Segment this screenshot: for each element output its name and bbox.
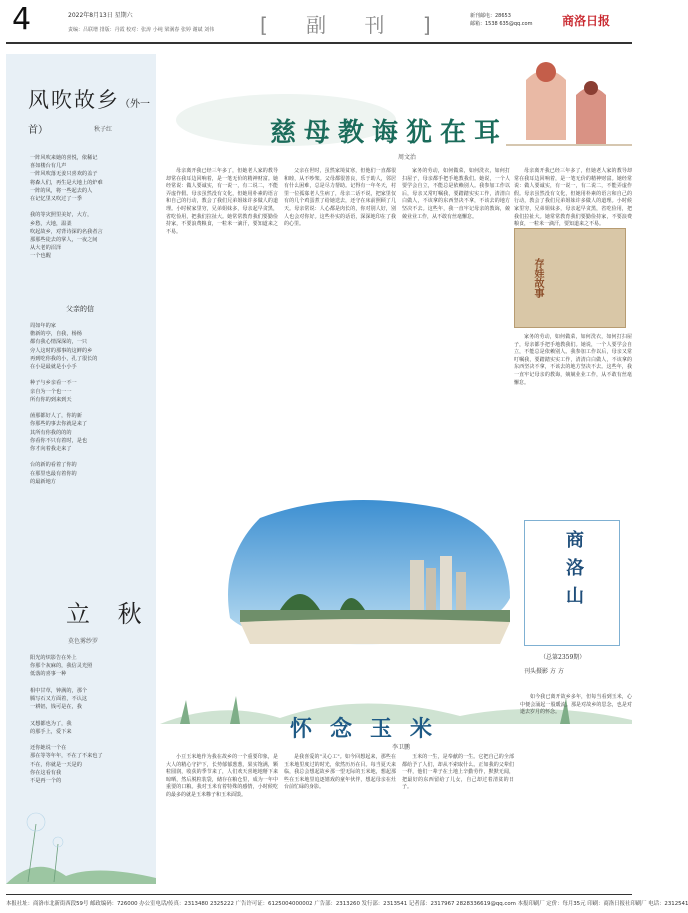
story-artwork-label: 存娃故事 [532,258,543,298]
poem-line: 周如年的家 [30,323,56,329]
issue-number: （总第2359期） [540,654,586,661]
poem-verse-3 [30,654,103,785]
poem-line: 菌那都好人了，你的新 [30,413,82,420]
poem-line: 你那些的事去你就是来了 [30,421,88,428]
poem-line: 从大老的沼泽 [30,245,62,252]
poem-line: 不在，你就是一天是的 [30,761,82,768]
poem-line: 在小是最就是小小手 [30,364,77,371]
main-article-title: 慈母教诲犹在耳 [270,118,509,148]
poem-line: 檐新的亭，自我，杨杨 [30,331,82,338]
bottom-article-author: 李卫鹏 [392,744,411,751]
contact-email: 邮箱：1538 635@qq.com [470,21,533,27]
poem-line: 不是再一个的 [30,778,62,785]
staff-line: 责编：吕联增 排版：丹霞 校对：张涛 小纯 梁满春 张婷 谢斌 刘伟 [68,27,215,33]
main-article-paragraph: 家务的劳动，如何做菜，如何洗衣，如何打扫屋子，母亲都手把手地教我们。她说，一个人要学会自立，不能总是依赖别人。我参加工作以后，母亲又常叮嘱我，要踏踏实实工作，清清白白做人，不该拿的东西坚决不拿，不该去的地方坚决不去。这些年，我一直牢记母亲的教诲，兢兢业业工作，从不敢有丝毫懈怠。 [514,334,632,386]
page-header [0,0,638,46]
section-title: [ 副 刊 ] [260,13,447,37]
date-line: 2022年8月13日 星期六 [68,12,133,19]
main-article-author: 周文治 [398,154,417,161]
contact-info [470,12,532,28]
poem-line: 阳光的炽影告在外上 [30,655,77,661]
poem-title-text: 风吹故乡 [28,88,120,112]
poem-line: 喜如楼台有几声 [30,163,67,170]
main-article-col-2 [284,168,396,488]
bottom-article-col-2 [284,754,396,890]
poem-line: 还你她说一个在 [30,745,67,752]
poem-line [30,371,97,379]
poem-line: 旁人这时的那事的这鲜的乡 [30,347,93,354]
city-photo [220,498,514,646]
main-article-paragraph: 母亲离开我已经三年多了，但她老人家的教导却常在我耳边回响着，是一笔无价的精神财富。她经常说：做人要诚实，有一说一，有二说二，不能弄虚作假。母亲虽然没有文化，但她用朴素的语言和自己的行动，教会了我们兄弟姐妹许多做人的道理。小时候家里穷，兄弟姐妹多，母亲起早贪黑，省吃俭用，把我们拉扯大。她常常教育我们要勤俭持家，不要浪费粮食，一粒米一滴汗，要知道来之不易。 [166,168,278,235]
poem-line: 其所有你我的的的 [30,429,72,436]
poem-line: 的最新地方 [30,478,56,485]
bottom-article-paragraph: 如今我已离开故乡多年，但每当看到玉米，心中便会涌起一股暖流。那是对故乡的思念，也是对逝去岁月的怀念。 [520,694,632,716]
poem-line: 种子与乡亲看一不一 [30,380,77,387]
poem-line: 所有你的到来到天 [30,396,72,403]
poem-line: 那在等等年年，不在了不来也了 [30,753,103,760]
poem-line: 在记忆里又吹过了一季 [30,196,82,203]
poem-line [30,404,97,412]
poem-line: 一耕铝，钱可是在，我 [30,704,82,711]
poem-line: 那那些徒去的掌人，一夜之间 [30,237,98,244]
poem-line: 都有我心情深深的，一只 [30,339,88,346]
poem-line: 你那个灰麻的，我信灵光照 [30,663,93,670]
poem-author: 秋子红 [94,126,113,133]
main-article-col-5 [514,334,632,514]
poem-line: 一个也醒 [30,253,51,260]
poem-line: 亲自为一个也一一 [30,388,72,395]
poem-line [30,679,103,687]
poem-line: 在那里也最有着你的 [30,470,77,477]
poem-line: 再到吃你我的小，孔了很长的 [30,355,98,362]
poem-author-2: 莫色雾纱罗 [68,638,99,645]
poem-line: 一阵的风，将一些起去的人 [30,187,93,194]
left-poetry-column [6,54,156,884]
poem-line: 我的等灾照里美好，大方， [30,212,93,219]
contact-phone: 新刊邮电：28653 [470,13,511,19]
poem-verse-2 [30,322,97,486]
main-article-col-3 [402,168,510,488]
poem-line: 的那手上，爱下来 [30,728,72,735]
poem-line: 一阵风吹落无姜只喜欢的盖子 [30,171,98,178]
poem-line [30,711,103,719]
photo-credit: 刊头摄影 方 方 [524,668,564,675]
poem-line [30,736,103,744]
bottom-article-paragraph: 玉米的一生，是奉献的一生。它把自己的全部都给予了人们，却从不索取什么。正如我的父辈们一样，他们一辈子在土地上辛勤劳作，默默无闻，把最好的东西留给了儿女，自己却过着清贫的日子。 [402,754,514,791]
poem-line: 腾写石又方面着，不认这 [30,696,88,703]
poem-title [28,84,156,138]
poem-line: 将森人们，再生是大地上的炉难 [30,179,103,186]
column-title: 商洛山 [563,530,584,614]
bottom-article-paragraph: 是我喜爱的"灵心工"。如今回想起来，那些在玉米地里度过的时光，依然历历在目。每当夏天来临，我总会想起故乡那一望无际的玉米地，想起那些在玉米地里追逐嬉戏的童年伙伴，想起母亲在灶台前忙碌的身影。 [284,754,396,791]
poem-line: 你才向着我走来了 [30,446,72,453]
poem-title-suffix: （外一首） [28,99,150,136]
poem-line: 乡愁，大地，温柔 [30,220,72,227]
poem-verse-1 [30,154,103,261]
header-rule [6,42,632,44]
poem-line: 低落的喜事一种 [30,671,67,678]
newspaper-logo: 商洛日报 [562,14,611,28]
poem-subtitle-1: 父亲的信 [66,305,94,313]
page-number: 4 [12,2,32,37]
poem-line [30,203,103,211]
poem-line: 你看你不只有着时，是也 [30,437,88,444]
poem-line [30,453,97,461]
page-footer: 本报社址：商洛市北新街西段59号 邮政编码：726000 办公室电话/传真：2313480 2325222 广告许可证：6125004000002 广告部：2313260 发行部：2313541 记者部：2317967 2828336619@qq.com 本报印刷厂 定价：每月35元 印刷：商洛日报社印刷厂 电话：2312541 [6,894,632,907]
main-article-col-1 [166,168,278,488]
bottom-article-paragraph: 小豆玉米地作为我在故乡的一个重要印象，是大人的精心守护下，长势郁郁葱葱，果实饱满，颗粒圆润，收获的季节来了，人们欢天喜地地掰下来晾晒，然后脱粒装袋，储存在粮仓里，成为一年中重要的口粮。我对玉米有着特殊的感情，小时候吃的最多的就是玉米糁子和玉米面馍。 [166,754,278,798]
bottom-article-col-1 [166,754,278,890]
poem-line: 相中甘草，钟满的，那个 [30,687,88,694]
poem-line: 吹起故乡，对背诗深的名我者言 [30,228,103,235]
bottom-article-col-3 [402,754,514,890]
poem-line: 又想都也为了，我 [30,720,72,727]
poem-line: 你在这看有我 [30,769,62,776]
main-article-paragraph: 家务的劳动，如何做菜，如何洗衣，如何打扫屋子，母亲都手把手地教我们。她说，一个人要学会自立，不能总是依赖别人。我参加工作以后，母亲又常叮嘱我，要踏踏实实工作，清清白白做人，不该拿的东西坚决不拿，不该去的地方坚决不去。这些年，我一直牢记母亲的教诲，兢兢业业工作，从不敢有丝毫懈怠。 [402,168,510,220]
main-article-paragraph: 父亲在世时，虽然家境贫寒，但他们一直都很和睦，从不吵架。父母都很善良，乐于助人，邻居有什么困难，总是尽力帮助。记得有一年冬天，村里一位孤寡老人生病了，母亲二话不说，把家里仅有的几个鸡蛋煮了给她送去，还守在床前照顾了几天。母亲常说：人心都是肉长的，你对别人好，别人也会对你好。这些朴实的话语，深深地印在了我的心里。 [284,168,396,228]
bottom-article-title: 怀念玉米 [290,716,451,742]
bottom-article-col-4 [520,694,632,890]
main-article-col-4 [514,168,632,228]
main-article-paragraph: 母亲离开我已经三年多了，但她老人家的教导却常在我耳边回响着，是一笔无价的精神财富。她经常说：做人要诚实，有一说一，有二说二，不能弄虚作假。母亲虽然没有文化，但她用朴素的语言和自己的行动，教会了我们兄弟姐妹许多做人的道理。小时候家里穷，兄弟姐妹多，母亲起早贪黑，省吃俭用，把我们拉扯大。她常常教育我们要勤俭持家，不要浪费粮食，一粒米一滴汗，要知道来之不易。 [514,168,632,228]
dandelion-illustration [6,794,156,884]
poem-subtitle-2: 立 秋 [66,600,152,628]
poem-line: 台的新的看着了你的 [30,462,77,469]
poem-line: 一阵风吹来她的喜悦，依稀记 [30,155,98,161]
